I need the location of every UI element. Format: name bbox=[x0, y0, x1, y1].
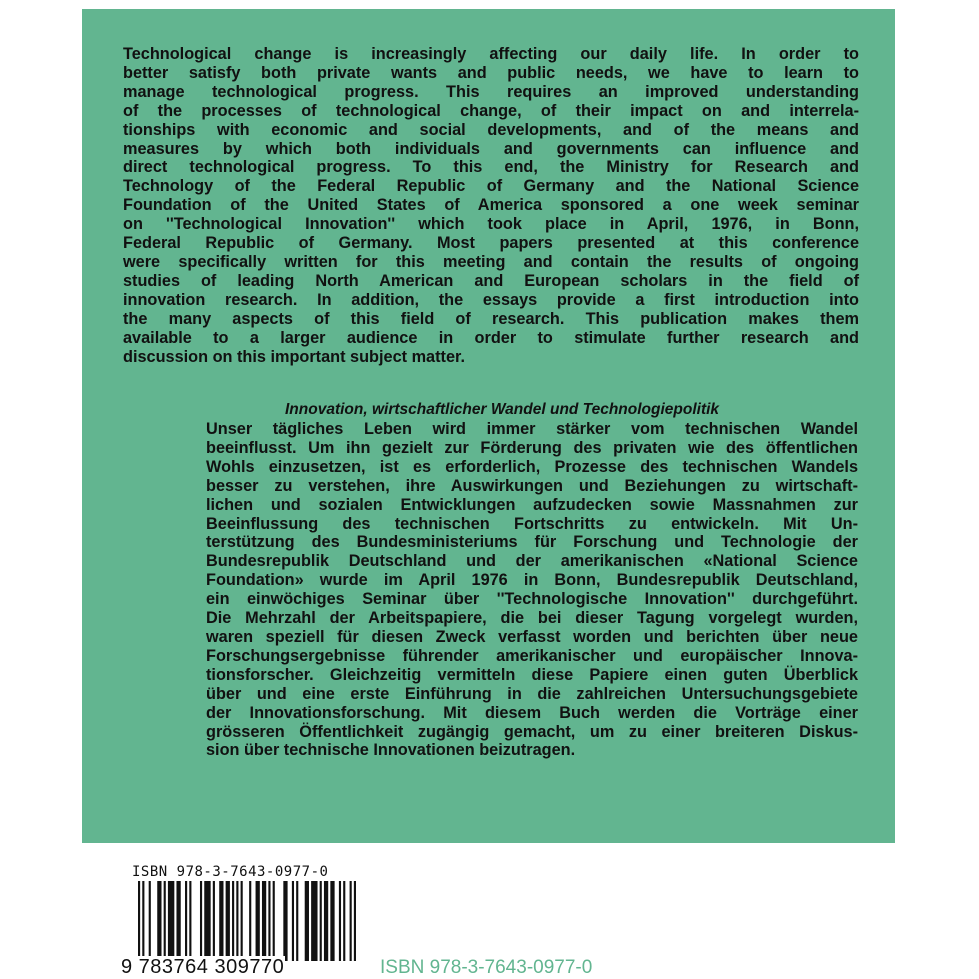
german-line: lichen und sozialen Entwicklungen aufzudecken sowie Massnahmen zur bbox=[206, 495, 858, 514]
barcode-bar bbox=[343, 881, 345, 961]
barcode-bar bbox=[350, 881, 352, 961]
english-line: Technological change is increasingly affecting our daily life. In order to bbox=[123, 45, 859, 63]
barcode-bar bbox=[296, 881, 298, 961]
german-line: beeinflusst. Um ihn gezielt zur Förderung des privaten wie des öffentlichen bbox=[206, 438, 858, 457]
barcode-bar bbox=[249, 881, 251, 961]
barcode-digits: 9 783764 309770 bbox=[121, 956, 285, 978]
english-line: tionships with economic and social developments, and of the means and bbox=[123, 120, 859, 139]
english-line: of the processes of technological change, of their impact on and interrela- bbox=[123, 101, 859, 120]
barcode-bar bbox=[241, 881, 243, 961]
barcode-bar bbox=[157, 881, 161, 961]
german-line: ein einwöchiges Seminar über ''Technologische Innovation'' durchgeführt. bbox=[206, 590, 858, 609]
cover-panel bbox=[82, 9, 895, 843]
barcode-bar bbox=[213, 881, 215, 961]
barcode-bar bbox=[204, 881, 210, 961]
barcode-bar bbox=[168, 881, 174, 961]
german-line: Forschungsergebnisse führender amerikanischer und europäischer Innova- bbox=[206, 646, 858, 665]
english-line: on ''Technological Innovation'' which took place in April, 1976, in Bonn, bbox=[123, 215, 859, 234]
english-line: studies of leading North American and European scholars in the field of bbox=[123, 271, 859, 290]
barcode-bar bbox=[283, 881, 287, 961]
german-line: Die Mehrzahl der Arbeitspapiere, die bei dieser Tagung vorgelegt wurden, bbox=[206, 609, 858, 628]
english-line: Foundation of the United States of America sponsored a one week seminar bbox=[123, 196, 859, 215]
barcode-bar bbox=[189, 881, 191, 961]
german-line: Bundesrepublik Deutschland und der amerikanischen «National Science bbox=[206, 552, 858, 571]
barcode-bar bbox=[200, 881, 202, 961]
barcode-bar bbox=[268, 881, 270, 961]
barcode-bar bbox=[256, 881, 260, 961]
barcode-bar bbox=[176, 881, 180, 961]
german-line: Unser tägliches Leben wird immer stärker vom technischen Wandel bbox=[206, 420, 858, 438]
english-line: were specifically written for this meeting and contain the results of ongoing bbox=[123, 252, 859, 271]
barcode-bar bbox=[330, 881, 334, 961]
barcode-bar bbox=[324, 881, 328, 961]
german-line: Beeinflussung des technischen Fortschritts zu entwickeln. Mit Un- bbox=[206, 514, 858, 533]
barcode-bar bbox=[354, 881, 356, 961]
german-blurb bbox=[206, 420, 858, 760]
english-line: better satisfy both private wants and public needs, we have to learn to bbox=[123, 63, 859, 82]
english-blurb bbox=[123, 45, 859, 366]
english-line: the many aspects of this field of research. This publication makes them bbox=[123, 309, 859, 328]
barcode-bar bbox=[138, 881, 140, 961]
english-line: measures by which both individuals and governments can influence and bbox=[123, 139, 859, 158]
german-line: besser zu verstehen, ihre Auswirkungen und Beziehungen zu wirtschaft- bbox=[206, 476, 858, 495]
german-line: terstützung des Bundesministeriums für Forschung und Technologie der bbox=[206, 533, 858, 552]
barcode-bar bbox=[311, 881, 317, 961]
german-line: Foundation» wurde im April 1976 in Bonn, Bundesrepublik Deutschland, bbox=[206, 571, 858, 590]
barcode bbox=[138, 881, 356, 961]
german-line: über und eine erste Einführung in die zahlreichen Untersuchungsgebiete bbox=[206, 684, 858, 703]
barcode-bar bbox=[142, 881, 144, 961]
barcode-bar bbox=[262, 881, 266, 961]
german-line: Wohls einzusetzen, ist es erforderlich, Prozesse des technischen Wandels bbox=[206, 457, 858, 476]
isbn-top-label: ISBN 978-3-7643-0977-0 bbox=[132, 864, 329, 880]
barcode-bar bbox=[164, 881, 166, 961]
isbn-bottom-label: ISBN 978-3-7643-0977-0 bbox=[380, 957, 593, 978]
german-line: waren speziell für diesen Zweck verfasst worden und berichten über neue bbox=[206, 627, 858, 646]
barcode-bar bbox=[236, 881, 238, 961]
barcode-bar bbox=[232, 881, 234, 961]
barcode-bar bbox=[219, 881, 223, 961]
german-line: tionsforscher. Gleichzeitig vermitteln diese Papiere einen guten Überblick bbox=[206, 665, 858, 684]
english-line: Federal Republic of Germany. Most papers presented at this conference bbox=[123, 234, 859, 253]
english-line: discussion on this important subject matter. bbox=[123, 347, 465, 366]
german-line: sion über technische Innovationen beizutragen. bbox=[206, 741, 576, 760]
german-line: der Innovationsforschung. Mit diesem Buch werden die Vorträge einer bbox=[206, 703, 858, 722]
english-line: innovation research. In addition, the essays provide a first introduction into bbox=[123, 290, 859, 309]
barcode-bar bbox=[320, 881, 322, 961]
barcode-bar bbox=[273, 881, 275, 961]
english-line: direct technological progress. To this end, the Ministry for Research and bbox=[123, 158, 859, 177]
barcode-bar bbox=[185, 881, 187, 961]
english-line: manage technological progress. This requires an improved understanding bbox=[123, 82, 859, 101]
barcode-bar bbox=[339, 881, 341, 961]
barcode-bar bbox=[226, 881, 230, 961]
barcode-bar bbox=[149, 881, 151, 961]
english-line: available to a larger audience in order to stimulate further research and bbox=[123, 328, 859, 347]
barcode-bar bbox=[292, 881, 294, 961]
english-line: Technology of the Federal Republic of Germany and the National Science bbox=[123, 177, 859, 196]
german-line: grösseren Öffentlichkeit zugängig gemacht, um zu einer breiteren Diskus- bbox=[206, 722, 858, 741]
barcode-bar bbox=[305, 881, 309, 961]
german-title: Innovation, wirtschaftlicher Wandel und Technologiepolitik bbox=[285, 401, 720, 418]
